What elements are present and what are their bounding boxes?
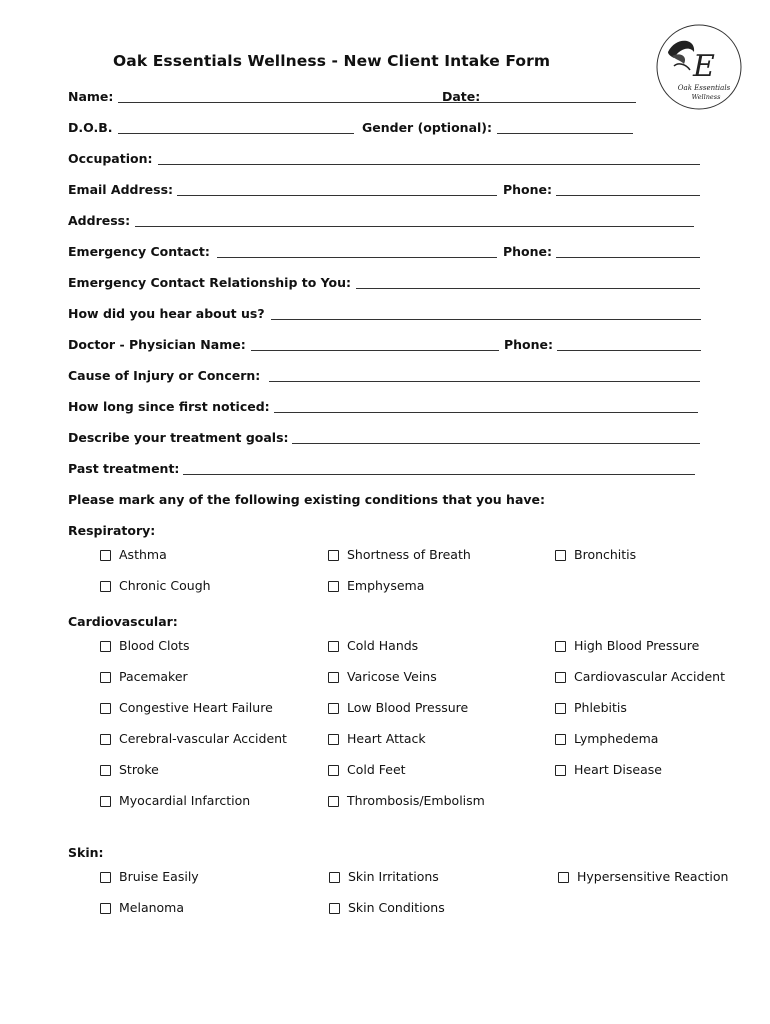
checkbox-heart-attack[interactable]: Heart Attack — [328, 730, 426, 748]
checkbox-lymphedema[interactable]: Lymphedema — [555, 730, 658, 748]
checkbox-box[interactable] — [328, 796, 339, 807]
past-treatment-input-line[interactable] — [183, 474, 695, 475]
dob-label: D.O.B. — [68, 120, 113, 135]
checkbox-box[interactable] — [555, 550, 566, 561]
occupation-label: Occupation: — [68, 151, 153, 166]
past-treatment-label: Past treatment: — [68, 461, 180, 476]
doctor-phone-input-line[interactable] — [557, 350, 701, 351]
gender-label: Gender (optional): — [362, 120, 493, 135]
checkbox-box[interactable] — [328, 734, 339, 745]
skin-heading: Skin: — [68, 845, 104, 860]
address-input-line[interactable] — [135, 226, 694, 227]
checkbox-melanoma[interactable]: Melanoma — [100, 899, 184, 917]
emergency-relationship-label: Emergency Contact Relationship to You: — [68, 275, 352, 290]
checkbox-phlebitis[interactable]: Phlebitis — [555, 699, 627, 717]
address-label: Address: — [68, 213, 131, 228]
checkbox-box[interactable] — [328, 641, 339, 652]
logo-initial: E — [693, 49, 715, 84]
checkbox-box[interactable] — [555, 641, 566, 652]
checkbox-asthma[interactable]: Asthma — [100, 546, 167, 564]
checkbox-pacemaker[interactable]: Pacemaker — [100, 668, 188, 686]
checkbox-cerebral-vascular-accident[interactable]: Cerebral-vascular Accident — [100, 730, 287, 748]
emergency-phone-label: Phone: — [503, 244, 553, 259]
heard-about-input-line[interactable] — [271, 319, 701, 320]
checkbox-shortness-of-breath[interactable]: Shortness of Breath — [328, 546, 471, 564]
phone-label: Phone: — [503, 182, 553, 197]
dob-input-line[interactable] — [118, 133, 354, 134]
checkbox-box[interactable] — [100, 641, 111, 652]
checkbox-box[interactable] — [328, 550, 339, 561]
phone-input-line[interactable] — [556, 195, 700, 196]
how-long-label: How long since first noticed: — [68, 399, 270, 414]
logo-script-line-2: Wellness — [691, 93, 721, 101]
checkbox-skin-conditions[interactable]: Skin Conditions — [329, 899, 445, 917]
gender-input-line[interactable] — [497, 133, 633, 134]
emergency-relationship-input-line[interactable] — [356, 288, 700, 289]
checkbox-box[interactable] — [100, 581, 111, 592]
checkbox-congestive-heart-failure[interactable]: Congestive Heart Failure — [100, 699, 273, 717]
checkbox-myocardial-infarction[interactable]: Myocardial Infarction — [100, 792, 250, 810]
email-label: Email Address: — [68, 182, 174, 197]
checkbox-box[interactable] — [329, 903, 340, 914]
checkbox-box[interactable] — [328, 703, 339, 714]
checkbox-box[interactable] — [100, 550, 111, 561]
name-label: Name: — [68, 89, 114, 104]
checkbox-box[interactable] — [328, 581, 339, 592]
checkbox-skin-irritations[interactable]: Skin Irritations — [329, 868, 439, 886]
checkbox-chronic-cough[interactable]: Chronic Cough — [100, 577, 211, 595]
date-input-line[interactable] — [486, 102, 636, 103]
checkbox-box[interactable] — [100, 734, 111, 745]
checkbox-box[interactable] — [100, 765, 111, 776]
cause-label: Cause of Injury or Concern: — [68, 368, 261, 383]
checkbox-low-blood-pressure[interactable]: Low Blood Pressure — [328, 699, 468, 717]
checkbox-emphysema[interactable]: Emphysema — [328, 577, 424, 595]
checkbox-box[interactable] — [100, 703, 111, 714]
checkbox-blood-clots[interactable]: Blood Clots — [100, 637, 190, 655]
doctor-label: Doctor - Physician Name: — [68, 337, 246, 352]
goals-label: Describe your treatment goals: — [68, 430, 289, 445]
emergency-contact-input-line[interactable] — [217, 257, 497, 258]
checkbox-stroke[interactable]: Stroke — [100, 761, 159, 779]
checkbox-hypersensitive-reaction[interactable]: Hypersensitive Reaction — [558, 868, 728, 886]
checkbox-bronchitis[interactable]: Bronchitis — [555, 546, 636, 564]
checkbox-varicose-veins[interactable]: Varicose Veins — [328, 668, 437, 686]
checkbox-box[interactable] — [555, 765, 566, 776]
checkbox-thrombosis-embolism[interactable]: Thrombosis/Embolism — [328, 792, 485, 810]
emergency-phone-input-line[interactable] — [556, 257, 700, 258]
goals-input-line[interactable] — [292, 443, 700, 444]
conditions-prompt: Please mark any of the following existing conditions that you have: — [68, 492, 546, 507]
checkbox-box[interactable] — [328, 672, 339, 683]
emergency-contact-label: Emergency Contact: — [68, 244, 210, 259]
oak-essentials-logo — [654, 22, 744, 112]
checkbox-cold-hands[interactable]: Cold Hands — [328, 637, 418, 655]
checkbox-high-blood-pressure[interactable]: High Blood Pressure — [555, 637, 699, 655]
checkbox-bruise-easily[interactable]: Bruise Easily — [100, 868, 199, 886]
doctor-phone-label: Phone: — [504, 337, 554, 352]
checkbox-box[interactable] — [558, 872, 569, 883]
how-long-input-line[interactable] — [274, 412, 698, 413]
checkbox-heart-disease[interactable]: Heart Disease — [555, 761, 662, 779]
heard-about-label: How did you hear about us? — [68, 306, 265, 321]
checkbox-box[interactable] — [328, 765, 339, 776]
occupation-input-line[interactable] — [158, 164, 700, 165]
form-title: Oak Essentials Wellness - New Client Intake Form — [113, 52, 551, 70]
cardiovascular-heading: Cardiovascular: — [68, 614, 178, 629]
checkbox-box[interactable] — [555, 703, 566, 714]
checkbox-cardiovascular-accident[interactable]: Cardiovascular Accident — [555, 668, 725, 686]
checkbox-box[interactable] — [555, 672, 566, 683]
checkbox-box[interactable] — [100, 872, 111, 883]
date-label: Date: — [442, 89, 481, 104]
checkbox-box[interactable] — [100, 903, 111, 914]
checkbox-box[interactable] — [555, 734, 566, 745]
checkbox-box[interactable] — [100, 672, 111, 683]
cause-input-line[interactable] — [269, 381, 700, 382]
respiratory-heading: Respiratory: — [68, 523, 156, 538]
checkbox-box[interactable] — [100, 796, 111, 807]
checkbox-box[interactable] — [329, 872, 340, 883]
doctor-input-line[interactable] — [251, 350, 499, 351]
email-input-line[interactable] — [177, 195, 497, 196]
checkbox-cold-feet[interactable]: Cold Feet — [328, 761, 406, 779]
logo-script-line-1: Oak Essentials — [677, 84, 731, 92]
